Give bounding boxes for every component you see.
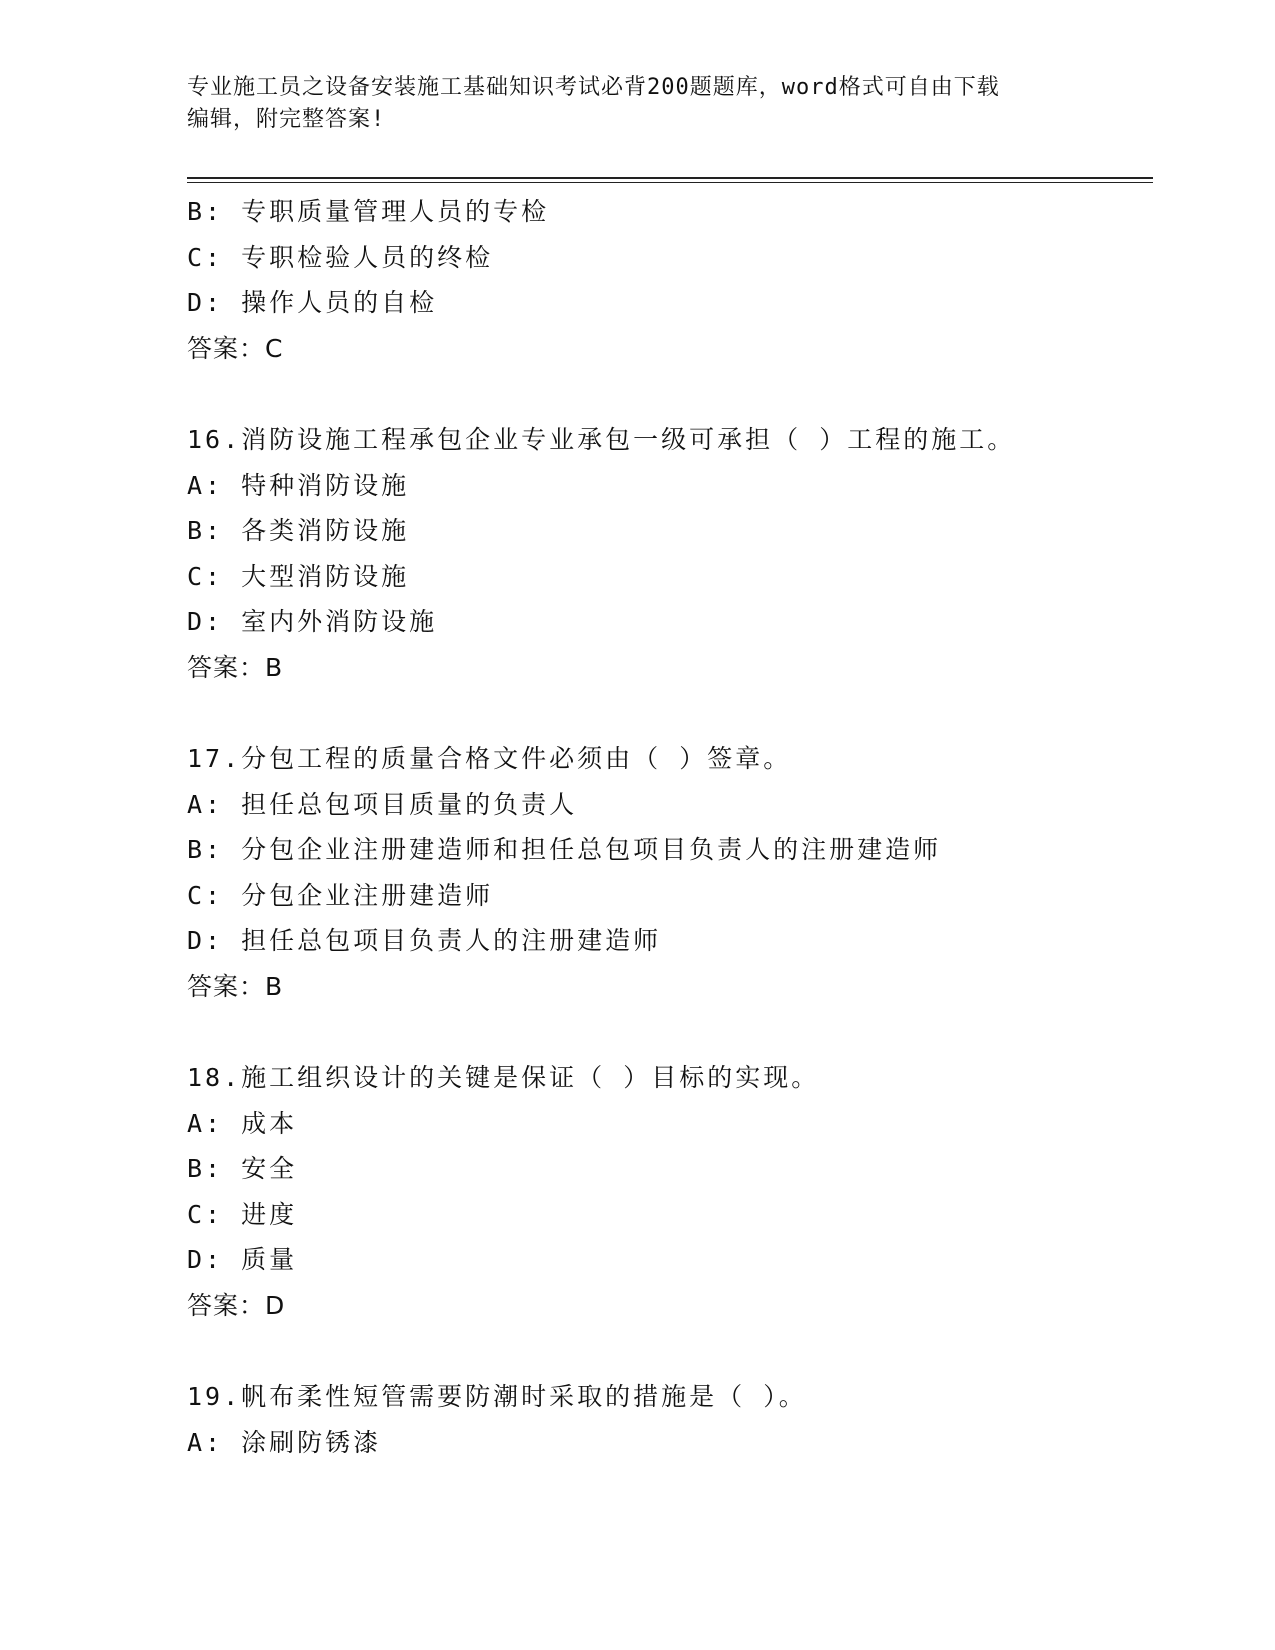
header-title-line2: 编辑，附完整答案! — [187, 107, 386, 132]
question-text: 16.消防设施工程承包企业专业承包一级可承担（ ）工程的施工。 — [187, 425, 1016, 454]
option-c: C: 大型消防设施 — [187, 561, 410, 591]
option-b: B: 分包企业注册建造师和担任总包项目负责人的注册建造师 — [187, 835, 942, 864]
header-title-line1: 专业施工员之设备安装施工基础知识考试必背200题题库，word格式可自由下载 — [187, 75, 1000, 100]
question-content — [187, 189, 1153, 1465]
option-d: D: 担任总包项目负责人的注册建造师 — [187, 926, 662, 955]
question-17 — [187, 736, 1153, 1009]
option-b: B: 专职质量管理人员的专检 — [187, 197, 550, 226]
answer-line: 答案：B — [187, 971, 284, 1001]
question-text: 17.分包工程的质量合格文件必须由（ ）签章。 — [187, 744, 792, 773]
question-text: 19.帆布柔性短管需要防潮时采取的措施是（ ）。 — [187, 1382, 807, 1411]
option-a: A: 成本 — [187, 1108, 298, 1138]
spacer — [187, 371, 1153, 417]
question-18 — [187, 1055, 1153, 1328]
question-19 — [187, 1374, 1153, 1465]
option-d: D: 室内外消防设施 — [187, 607, 438, 636]
previous-question-tail — [187, 189, 1153, 371]
answer-line: 答案：C — [187, 333, 284, 363]
option-b: B: 各类消防设施 — [187, 516, 410, 545]
option-a: A: 涂刷防锈漆 — [187, 1427, 382, 1457]
document-header — [187, 72, 1067, 136]
spacer — [187, 690, 1153, 736]
option-c: C: 分包企业注册建造师 — [187, 880, 494, 910]
option-d: D: 质量 — [187, 1245, 298, 1274]
spacer — [187, 1009, 1153, 1055]
question-text: 18.施工组织设计的关键是保证（ ）目标的实现。 — [187, 1063, 820, 1092]
header-divider-thick — [187, 177, 1153, 179]
answer-line: 答案：B — [187, 652, 284, 682]
answer-line: 答案：D — [187, 1290, 286, 1320]
option-a: A: 担任总包项目质量的负责人 — [187, 789, 578, 819]
spacer — [187, 1328, 1153, 1374]
option-c: C: 专职检验人员的终检 — [187, 242, 494, 272]
header-divider-thin — [187, 182, 1153, 183]
option-b: B: 安全 — [187, 1154, 298, 1183]
option-d: D: 操作人员的自检 — [187, 288, 438, 317]
option-c: C: 进度 — [187, 1199, 298, 1229]
question-16 — [187, 417, 1153, 690]
option-a: A: 特种消防设施 — [187, 470, 410, 500]
